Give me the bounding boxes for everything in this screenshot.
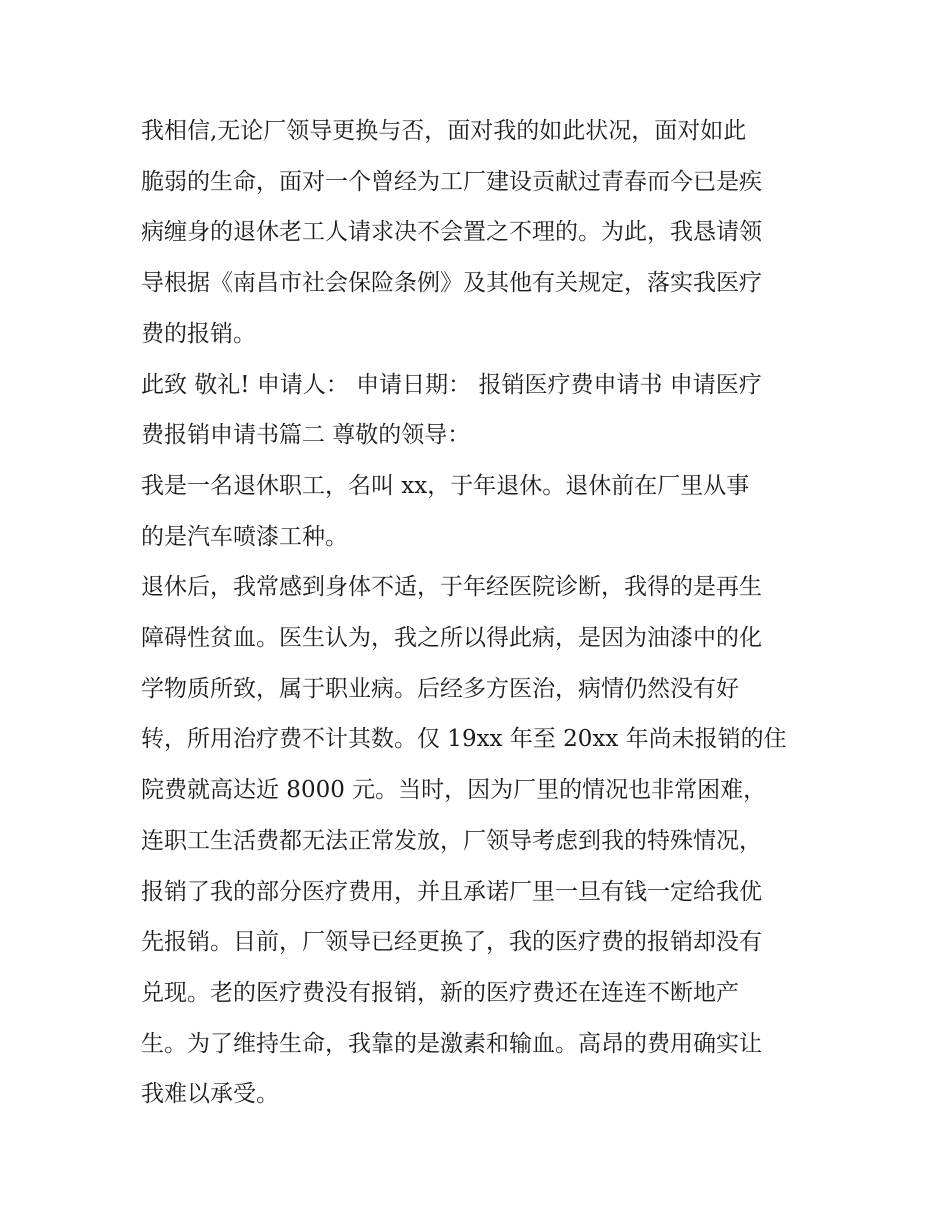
paragraph-medical-history: 退休后，我常感到身体不适，于年经医院诊断，我得的是再生 障碍性贫血。医生认为，我之所以得此病，是因为油漆中的化 学物质所致，属于职业病。后经多方医治，病情仍然没有好 转，所用治疗费不计其数。仅 19xx 年至 20xx 年尚未报销的住 院费就高达近 8000 元。当时，因为厂里的情况也非常困难， 连职工生活费都无法正常发放，厂领导考虑到我的特殊情况， 报销了我的部分医疗费用，并且承诺厂里一旦有钱一定给我优 先报销。目前，厂领导已经更换了，我的医疗费的报销却没有 兑现。老的医疗费没有报销，新的医疗费还在连连不断地产 生。为了维持生命，我靠的是激素和输血。高昂的费用确实让 我难以承受。 xyxy=(141,574,787,1108)
document-body xyxy=(141,106,821,1120)
paragraph-salutation: 此致 敬礼! 申请人： 申请日期： 报销医疗费申请书 申请医疗 费报销申请书篇二 尊敬的领导： xyxy=(141,371,762,449)
paragraph-introduction: 我是一名退休职工，名叫 xx，于年退休。退休前在厂里从事 的是汽车喷漆工种。 xyxy=(141,472,750,550)
paragraph-request-closing: 我相信,无论厂领导更换与否，面对我的如此状况，面对如此 脆弱的生命，面对一个曾经为工厂建设贡献过青春而今已是疾 病缠身的退休老工人请求决不会置之不理的。为此，我恳请领 导根据《南昌市社会保险条例》及其他有关规定，落实我医疗 费的报销。 xyxy=(141,118,762,347)
